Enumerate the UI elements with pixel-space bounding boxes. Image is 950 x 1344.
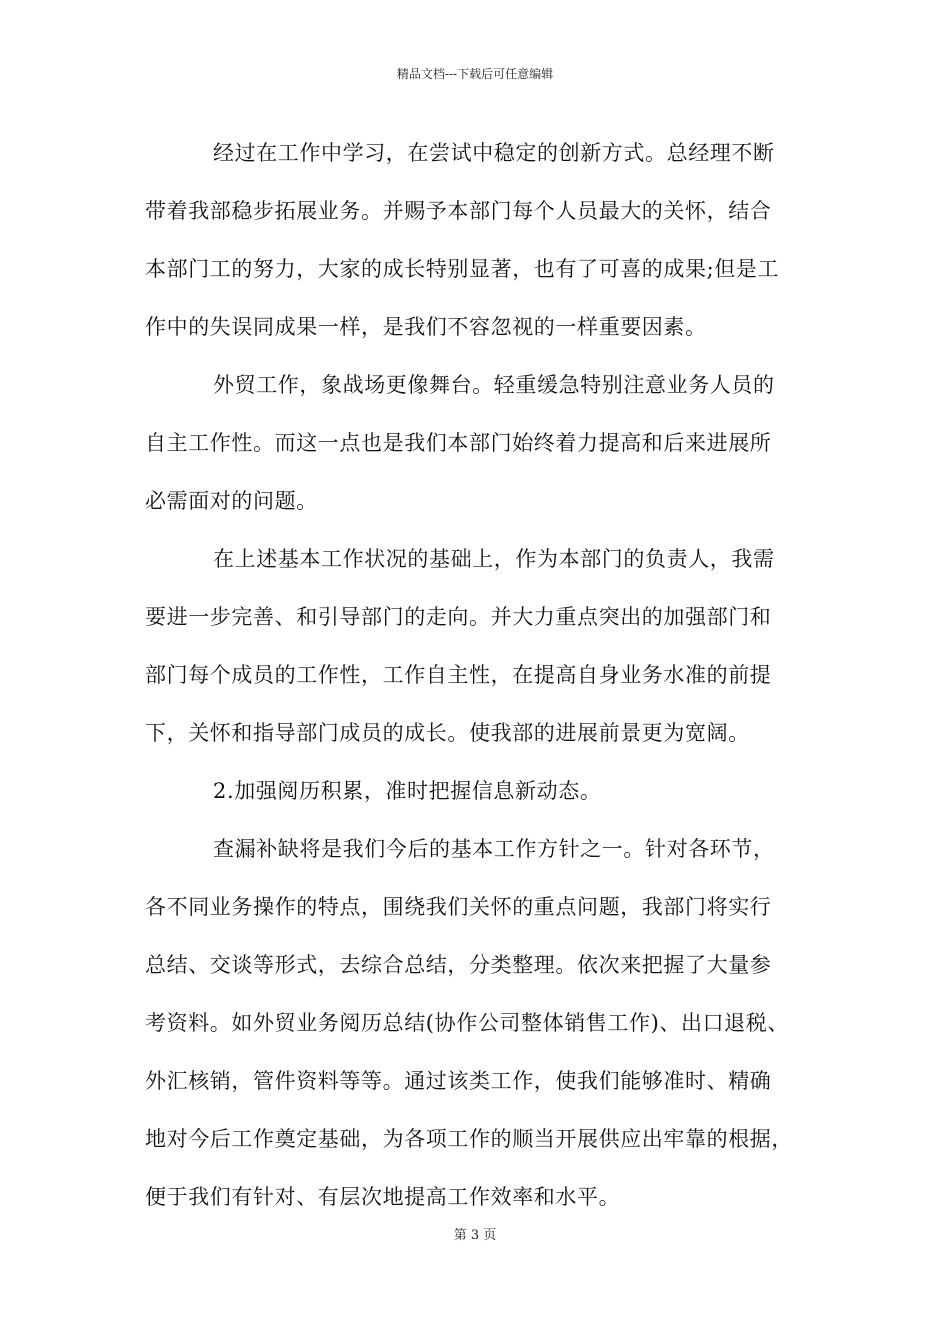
text-line: 部门每个成员的工作性，工作自主性，在提高自身业务水准的前提 [145, 663, 772, 687]
text-line: 作中的失误同成果一样，是我们不容忽视的一样重要因素。 [145, 315, 707, 339]
text-line: 考资料。如外贸业务阅历总结(协作公司整体销售工作)、出口退税、 [145, 1011, 789, 1035]
paragraph [145, 530, 810, 762]
text-line: 查漏补缺将是我们今后的基本工作方针之一。针对各环节， [213, 837, 775, 861]
text-line: 本部门工的努力，大家的成长特别显著，也有了可喜的成果;但是工 [145, 257, 780, 281]
text-line: 2.加强阅历积累，准时把握信息新动态。 [213, 779, 602, 803]
page-body [145, 124, 810, 1226]
text-line: 下，关怀和指导部门成员的成长。使我部的进展前景更为宽阔。 [145, 721, 750, 745]
text-line: 在上述基本工作状况的基础上，作为本部门的负责人，我需 [213, 547, 775, 571]
text-line: 要进一步完善、和引导部门的走向。并大力重点突出的加强部门和 [145, 605, 772, 629]
page-number: 第 3 页 [453, 1228, 497, 1243]
page-header: 精品文档---下载后可任意编辑 [396, 67, 554, 81]
text-line: 便于我们有针对、有层次地提高工作效率和水平。 [145, 1185, 621, 1209]
text-line: 经过在工作中学习，在尝试中稳定的创新方式。总经理不断 [213, 141, 775, 165]
paragraph [145, 356, 810, 530]
paragraph [145, 820, 810, 1226]
text-line: 外汇核销，管件资料等等。通过该类工作，使我们能够准时、精确 [145, 1069, 772, 1093]
paragraph [145, 124, 810, 356]
text-line: 总结、交谈等形式，去综合总结，分类整理。依次来把握了大量参 [145, 953, 772, 977]
text-line: 自主工作性。而这一点也是我们本部门始终着力提高和后来进展所 [145, 431, 772, 455]
text-line: 各不同业务操作的特点，围绕我们关怀的重点问题，我部门将实行 [145, 895, 772, 919]
text-line: 外贸工作，象战场更像舞台。轻重缓急特别注意业务人员的 [213, 373, 775, 397]
text-line: 地对今后工作奠定基础，为各项工作的顺当开展供应出牢靠的根据， [145, 1127, 793, 1151]
paragraph-heading [145, 762, 810, 820]
text-line: 带着我部稳步拓展业务。并赐予本部门每个人员最大的关怀，结合 [145, 199, 772, 223]
text-line: 必需面对的问题。 [145, 489, 318, 513]
